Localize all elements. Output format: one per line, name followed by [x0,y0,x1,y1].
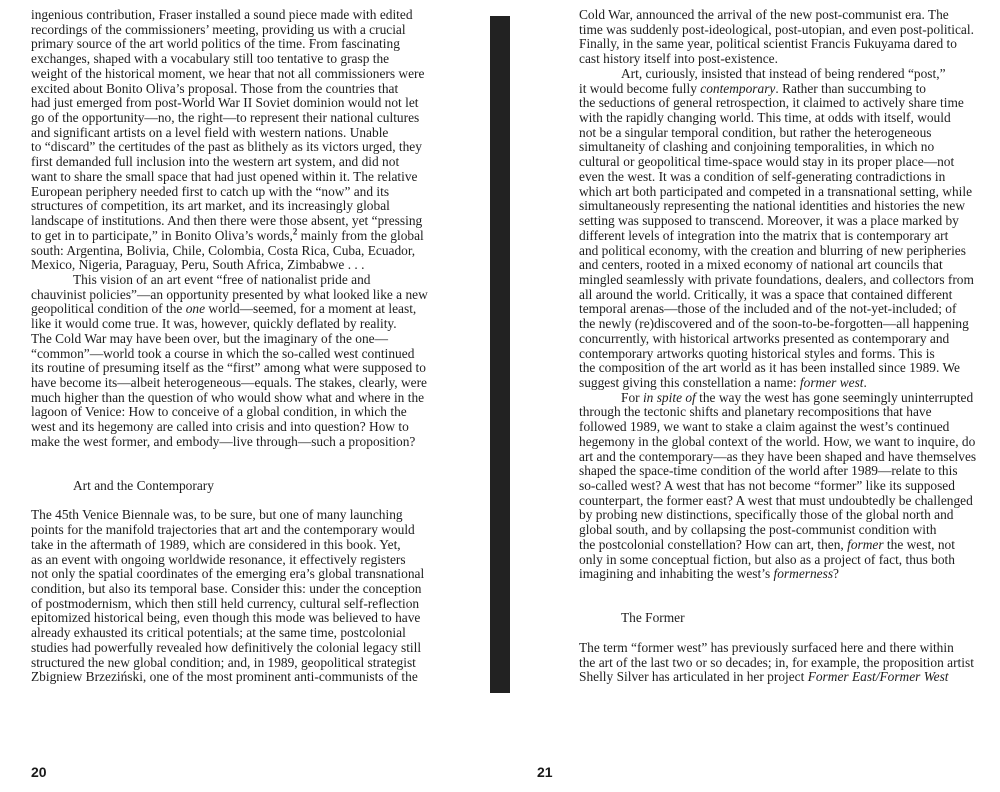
text-line: its routine of presuming itself as the “first” among what were supposed to [31,360,426,376]
left-paragraph-1-tail [31,244,451,273]
text-line: the newly (re)discovered and of the soon-to-be-forgotten—all happening [579,316,969,332]
text-line: The Cold War may have been over, but the imaginary of the one— [31,330,388,346]
text-line: weight of the historical moment, we hear that not all commissioners were [31,65,425,81]
text-line: Cold War, announced the arrival of the new post-communist era. The [579,7,949,22]
text-line: first demanded full inclusion into the western art system, and did not [31,154,400,170]
text-line: epitomized historical being, even though this mode was believed to have [31,610,421,626]
text-line: make the west former, and embody—live through—such a proposition? [31,433,416,449]
text-line: as an event with ongoing worldwide resonance, it effectively registers [31,551,406,567]
text-line: global south, and by collapsing the post-communist condition with [579,522,937,538]
left-paragraph-2 [31,317,451,449]
text-line: mingled seamlessly with private foundations, dealers, and collectors from [579,271,974,287]
text-line: cultural or geopolitical time-space would stay in its proper place—not [579,154,955,170]
text-line: the seductions of general retrospection, it claimed to actively share time [579,95,964,111]
text-line: south: Argentina, Bolivia, Chile, Colombia, Costa Rica, Cuba, Ecuador, [31,242,416,258]
text-line: primary source of the art world politics of the time. From fascinating [31,36,400,52]
text-line: Shelly Silver has articulated in her project Former East/Former West [579,669,949,685]
text-line: Finally, in the same year, political scientist Francis Fukuyama dared to [579,36,957,52]
text-line: have become its—albeit heterogeneous—equals. The stakes, clearly, were [31,374,427,390]
text-line: to get in to participate,” in Bonito Oliva’s words,$^2$ mainly from the global [31,226,424,243]
text-line: For in spite of the way the west has gone seemingly uninterrupted [621,389,974,405]
text-line: of postmodernism, which then still held currency, cultural self-reflection [31,595,420,611]
text-line: studies had powerfully revealed how definitively the colonial legacy still [31,639,422,655]
text-line: condition, but also its temporal base. Consider this: under the conception [31,581,422,597]
text-line: The term “former west” has previously surfaced here and there within [579,639,954,655]
text-line: like it would come true. It was, however, quickly deflated by reality. [31,316,397,332]
text-line: art and the contemporary—as they have been shaped and have themselves [579,448,977,464]
text-line: through the tectonic shifts and planetary recompositions that have [579,404,932,420]
text-line: European periphery needed first to catch up with the “now” and its [31,183,390,199]
text-line: temporal arenas—those of the included and of the not-yet-included; of [579,301,957,317]
text-line: counterpart, the former east? A west that must undoubtedly be challenged [579,492,973,508]
text-line: all around the world. Critically, it was a space that contained different [579,286,953,302]
text-line: Zbigniew Brzeziński, one of the most prominent anti-communists of the [31,669,418,685]
text-line: not only the spatial coordinates of the emerging era’s global transnational [31,566,425,582]
text-line: excited about Bonito Oliva’s proposal. Those from the countries that [31,80,399,96]
right-paragraph-1 [579,8,999,67]
text-line: not be a singular temporal condition, but rather the heterogeneous [579,124,932,140]
text-line: different levels of integration into the matrix that is contemporary art [579,227,949,243]
right-paragraph-3 [579,405,999,537]
text-line: simultaneity of clashing and conjoining temporalities, in which no [579,139,935,155]
text-line: Art, curiously, insisted that instead of being rendered “post,” [621,65,946,81]
text-line: imagining and inhabiting the west’s formerness? [579,566,839,582]
text-line: the art of the last two or so decades; in, for example, the proposition artist [579,654,974,670]
right-page [579,8,999,685]
text-line: hegemony in the global context of the world. How, we want to inquire, do [579,433,976,449]
right-paragraph-2 [579,96,999,376]
text-line: suggest giving this constellation a name: former west. [579,374,867,390]
text-line: chauvinist policies”—an opportunity presented by what looked like a new [31,286,428,302]
text-line: the postcolonial constellation? How can art, then, former the west, not [579,536,955,552]
left-paragraph-3 [31,508,451,685]
text-line: “common”—world took a course in which the so-called west continued [31,345,415,361]
text-line: This vision of an art event “free of nationalist pride and [73,271,371,287]
text-line: by probing new distinctions, specifically those of the global north and [579,507,954,523]
left-paragraph-1 [31,8,451,229]
text-line: lagoon of Venice: How to conceive of a global condition, in which the [31,404,407,420]
text-line: and significant artists on a level field with western nations. Unable [31,124,389,140]
text-line: time was suddenly post-ideological, post-utopian, and even post-political. [579,21,974,37]
text-line: only in some conceptual fiction, but also as a project of fact, thus both [579,551,955,567]
text-line: ingenious contribution, Fraser installed a sound piece made with edited [31,7,413,22]
text-line: and political economy, with the creation and blurring of new peripheries [579,242,966,258]
page-number-left: 20 [31,764,47,780]
text-line: exchanges, shaped with a vocabulary still too tentative to grasp the [31,51,390,67]
text-line: concurrently, with historical artworks presented as contemporary and [579,330,950,346]
text-line: structured the new global condition; and, in 1989, geopolitical strategist [31,654,416,670]
text-line: simultaneously representing the national identities and histories the new [579,198,966,214]
text-line: already exhausted its critical potentials; at the same time, postcolonial [31,625,406,641]
page-number-right: 21 [537,764,553,780]
text-line: followed 1989, we want to stake a claim against the west’s continued [579,419,950,435]
text-line: want to share the small space that had just opened within it. The relative [31,168,418,184]
text-line: to “discard” the certitudes of the past as blithely as its victors urged, they [31,139,422,155]
text-line: the composition of the art world as it has been installed since 1989. We [579,360,960,376]
text-line: shaped the space-time condition of the world after 1989—relate to this [579,463,958,479]
section-heading: The Former [621,610,685,626]
text-line: had just emerged from post-World War II Soviet dominion would not let [31,95,419,111]
text-line: contemporary artworks quoting historical styles and forms. This is [579,345,935,361]
text-line: much higher than the question of who would show what and where in the [31,389,425,405]
footnote-marker[interactable]: 2 [292,226,298,237]
text-line: cast history itself into post-existence. [579,51,778,67]
text-line: west and its hegemony are called into crisis and into question? How to [31,419,409,435]
text-line: with the rapidly changing world. This time, at odds with itself, would [579,110,951,126]
text-line: even the west. It was a condition of self-generating contradictions in [579,168,946,184]
text-line: which art both participated and competed in a transnational setting, while [579,183,973,199]
text-line: setting was supposed to transcend. Moreover, it was a place marked by [579,213,959,229]
text-line: it would become fully contemporary. Rather than succumbing to [579,80,926,96]
left-page [31,8,451,685]
text-line: points for the manifold trajectories that art and the contemporary would [31,522,415,538]
text-line: so-called west? A west that has not become “former” like its supposed [579,478,955,493]
text-line: Mexico, Nigeria, Paraguay, Peru, South Africa, Zimbabwe . . . [31,257,365,273]
right-paragraph-4 [579,641,999,670]
text-line: structures of competition, its art market, and its increasingly global [31,198,390,214]
text-line: The 45th Venice Biennale was, to be sure, but one of many launching [31,507,403,523]
text-line: go of the opportunity—no, the right—to represent their national cultures [31,110,420,126]
section-heading: Art and the Contemporary [73,478,214,493]
gutter-bar [490,16,510,693]
text-line: landscape of institutions. And then there were those absent, yet “pressing [31,213,423,229]
text-line: take in the aftermath of 1989, which are considered in this book. Yet, [31,536,401,552]
text-line: recordings of the commissioners’ meeting, providing us with a crucial [31,21,406,37]
text-line: and centers, rooted in a mixed economy of national art councils that [579,257,943,273]
text-line: geopolitical condition of the one world—seemed, for a moment at least, [31,301,417,317]
